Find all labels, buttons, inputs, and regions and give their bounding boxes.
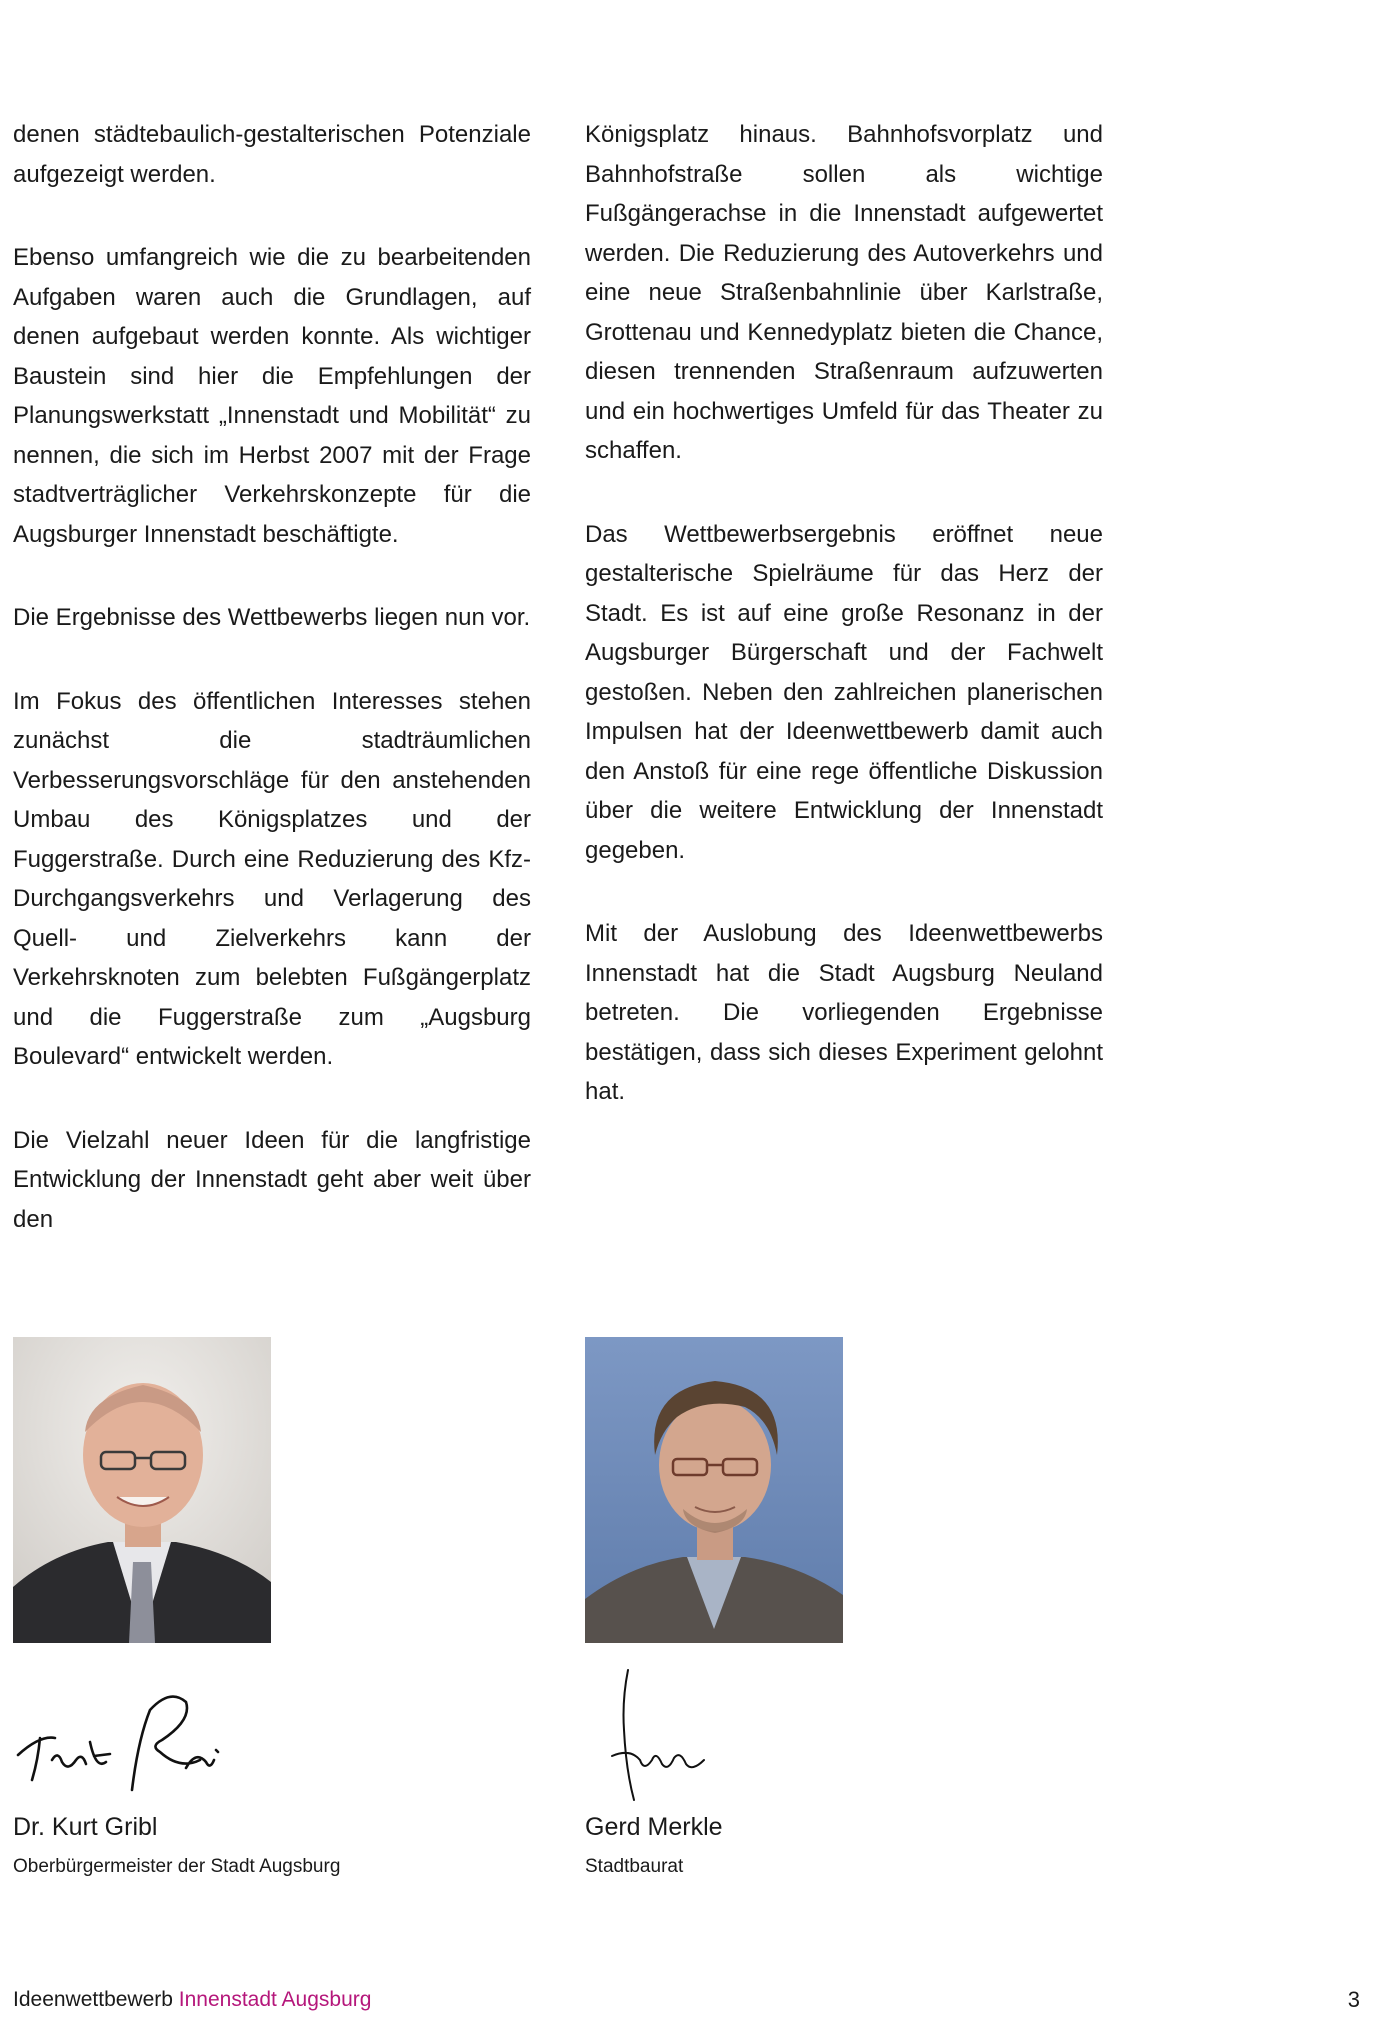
signatory-name: Dr. Kurt Gribl <box>13 1813 158 1841</box>
paragraph: Mit der Auslobung des Ideenwettbewerbs Innenstadt hat die Stadt Augsburg Neuland betreten. Die vorliegenden Ergebnisse bestätigen, dass sich dieses Experiment gelohnt hat. <box>585 920 1103 1105</box>
paragraph: Im Fokus des öffentlichen Interesses stehen zunächst die stadträumlichen Verbesserungsvorschläge für den anstehenden Umbau des Königsplatzes und der Fuggerstraße. Durch eine Reduzierung des Kfz-Durchgangsverkehrs und Verlagerung des Quell- und Zielverkehrs kann der Verkehrsknoten zum belebten Fußgängerplatz und die Fuggerstraße zum „Augsburg Boulevard“ entwickelt werden. <box>13 687 531 1070</box>
signatory-role: Oberbürgermeister der Stadt Augsburg <box>13 1856 341 1877</box>
footer-title <box>13 1987 371 2013</box>
right-text-column <box>585 115 1103 1112</box>
portrait-photo-gribl <box>13 1337 271 1643</box>
footer-prefix: Ideenwettbewerb <box>13 1988 173 2011</box>
signatory-role: Stadtbaurat <box>585 1856 684 1877</box>
footer-accent: Innenstadt Augsburg <box>178 1988 372 2011</box>
paragraph: Königsplatz hinaus. Bahnhofsvorplatz und Bahnhofstraße sollen als wichtige Fußgängerachse in die Innenstadt aufgewertet werden. Die Reduzierung des Autoverkehrs und eine neue Straßenbahnlinie über Karlstraße, Grottenau und Kennedyplatz bieten die Chance, diesen trennenden Straßenraum aufzuwerten und ein hochwertiges Umfeld für das Theater zu schaffen. <box>585 121 1103 464</box>
left-text-column <box>13 115 531 1239</box>
paragraph: denen städtebaulich-gestalterischen Potenziale aufgezeigt werden. <box>13 121 531 188</box>
signatory-name: Gerd Merkle <box>585 1813 723 1841</box>
paragraph: Ebenso umfangreich wie die zu bearbeitenden Aufgaben waren auch die Grundlagen, auf denen aufgebaut werden konnte. Als wichtiger Baustein sind hier die Empfehlungen der Planungswerkstatt „Innenstadt und Mobilität“ zu nennen, die sich im Herbst 2007 mit der Frage stadtverträglicher Verkehrskonzepte für die Augsburger Innenstadt beschäftigte. <box>13 244 531 548</box>
page-number: 3 <box>1347 1987 1360 2012</box>
signature-gribl <box>10 1680 240 1800</box>
signature-merkle <box>582 1660 732 1810</box>
paragraph: Das Wettbewerbsergebnis eröffnet neue gestalterische Spielräume für das Herz der Stadt. Es ist auf eine große Resonanz in der Augsburger Bürgerschaft und der Fachwelt gestoßen. Neben den zahlreichen planerischen Impulsen hat der Ideenwettbewerb damit auch den Anstoß für eine rege öffentliche Diskussion über die weitere Entwicklung der Innenstadt gegeben. <box>585 520 1103 864</box>
portrait-photo-merkle <box>585 1337 843 1643</box>
paragraph: Die Ergebnisse des Wettbewerbs liegen nun vor. <box>13 604 531 631</box>
paragraph: Die Vielzahl neuer Ideen für die langfristige Entwicklung der Innenstadt geht aber weit über den <box>13 1126 531 1233</box>
